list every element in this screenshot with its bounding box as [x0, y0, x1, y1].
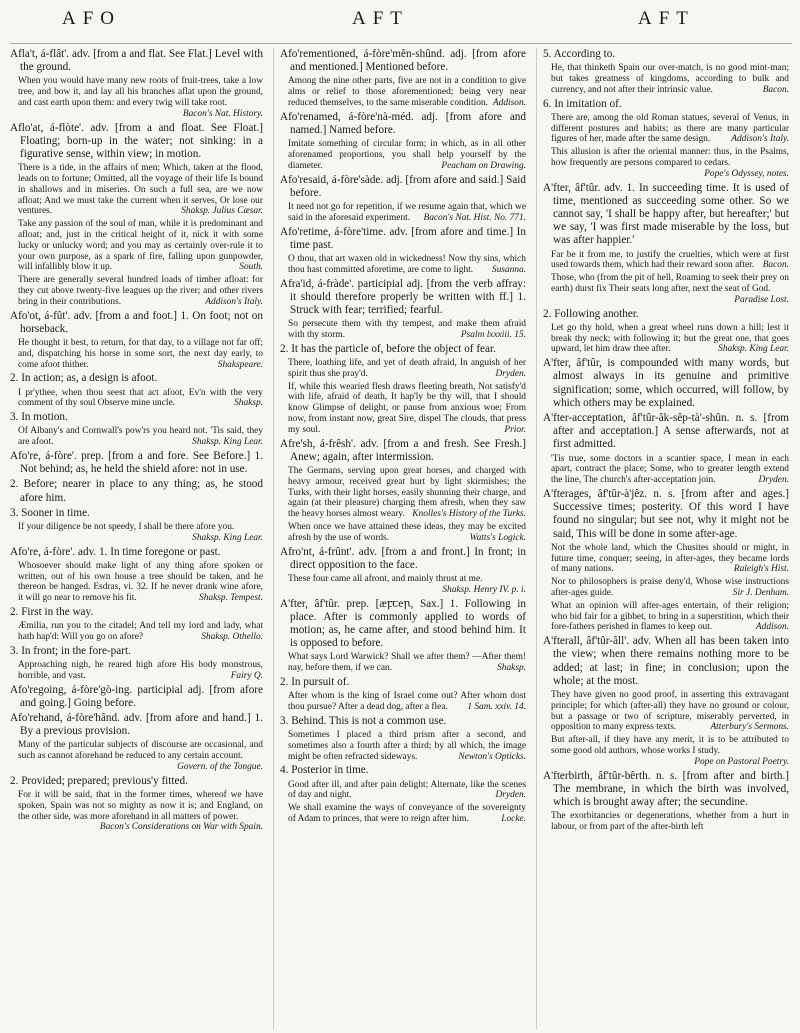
text-columns — [10, 44, 792, 1029]
definition-entry — [543, 357, 789, 410]
quotation-text: The exorbitancies or degenerations, whether from a hurt in labour, or from part of the after-birth left — [551, 811, 789, 832]
citation — [10, 740, 263, 772]
quotation-source: Addison. — [755, 622, 789, 633]
quotation — [10, 426, 263, 448]
column-left — [10, 48, 263, 1029]
definition-entry — [543, 770, 789, 810]
quotation — [280, 139, 526, 171]
quotation — [543, 147, 789, 179]
quotation — [280, 691, 526, 713]
definition-entry — [10, 507, 263, 520]
quotation-source: Bacon's Considerations on War with Spain. — [99, 822, 263, 833]
quotation — [280, 652, 526, 674]
definition-entry — [543, 412, 789, 452]
definition-entry — [280, 226, 526, 252]
definition-text: 2. In action; as, a design is afoot. — [10, 372, 158, 385]
definition-text: 2. It has the particle of, before the object of fear. — [280, 342, 496, 355]
definition-entry — [10, 775, 263, 788]
quotation — [10, 790, 263, 833]
quotation — [543, 601, 789, 633]
quotation — [280, 202, 526, 224]
definition-entry — [10, 411, 263, 424]
definition-text: 3. In front; in the fore-part. — [10, 644, 131, 657]
quotation-text: He, that thinketh Spain our over-match, is no good mint-man; but takes greatness of kingdoms, according to bulk and currency, and not after their intrinsic value. — [551, 63, 789, 95]
quotation — [10, 621, 263, 643]
quotation-text: Take any passion of the soul of man, while it is predominant and afloat; and, just in the critical height of it, nick it with some lucky or unlucky word; and you may as certainly over-rule it to your own purpose, as a spark of fire, falling upon gunpowder, will infallibly blow it up. — [18, 219, 263, 273]
citation — [280, 382, 526, 436]
citation — [10, 621, 263, 643]
quotation-text: This allusion is after the oriental manner: thus, in the Psalms, how frequently are persons compared to cedars. — [551, 147, 789, 168]
quotation — [543, 250, 789, 272]
quotation-text: There are, among the old Roman statues, several of Venus, in different postures and habits; as there are many particular figures of her, made after the same design. — [551, 112, 789, 145]
definition-entry — [10, 372, 263, 385]
header-left-guideword: AFO — [62, 8, 122, 29]
quotation-source: Raleigh's Hist. — [733, 564, 789, 575]
quotation-source: Addison. — [492, 98, 526, 108]
quotation-text: There, loathing life, and yet of death afraid, In anguish of her spirit thus she pray'd. — [288, 358, 526, 379]
citation — [543, 273, 789, 305]
quotation-source: Susanna. — [491, 264, 526, 275]
quotation — [543, 63, 789, 95]
quotation-source: Shaksp. — [234, 398, 263, 409]
definition-entry — [280, 438, 526, 464]
definition-text: Afo're, á-fòre'. prep. [from a and fore. See Before.] 1. Not behind; as, he held the shield afore: not in use. — [10, 449, 263, 476]
quotation-source: Bacon's Nat. History. — [182, 108, 263, 119]
quotation-text: I pr'ythee, when thou seest that act afoot, Ev'n with the very comment of thy soul Observe mine uncle. — [18, 387, 263, 409]
definition-text: Afo'rehand, á-fòre'hând. adv. [from afore and hand.] 1. By a previous provision. — [10, 711, 263, 738]
citation — [543, 454, 789, 486]
quotation-source: Shaksp. — [497, 663, 526, 674]
citation — [10, 522, 263, 544]
definition-text: 4. Posterior in time. — [280, 764, 369, 777]
quotation-source: Shakspeare. — [217, 359, 263, 370]
definition-text: 2. First in the way. — [10, 605, 94, 618]
definition-text: Afro'nt, á-frûnt'. adv. [from a and front.] In front; in direct opposition to the face. — [280, 545, 526, 571]
definition-text: Afo'retime, á-fòre'time. adv. [from afore and time.] In time past. — [280, 225, 526, 251]
quotation-text: Far be it from me, to justify the cruelties, which were at first used towards them, which had their reward soon after. — [551, 249, 789, 271]
quotation-source: Shaksp. Henry IV. p. i. — [442, 584, 526, 595]
definition-text: Afo'ot, á-fût'. adv. [from a and foot.] 1. On foot; not on horseback. — [10, 309, 263, 335]
citation — [10, 338, 263, 370]
definition-text: A'fter, âf'tûr, is compounded with many words, but almost always in its genuine and primitive signification; some, which occurred, will follow, by which others may be explained. — [543, 357, 789, 409]
definition-entry — [280, 715, 526, 728]
definition-text: Afo're, á-fòre'. adv. 1. In time foregone or past. — [10, 545, 221, 558]
quotation-text: Among the nine other parts, five are not in a condition to give alms or relief to those aforementioned; being very near reduced themselves, to the same miserable condition. — [288, 76, 526, 108]
quotation-source: Newton's Opticks. — [458, 751, 526, 762]
quotation — [543, 577, 789, 599]
definition-entry — [280, 278, 526, 318]
quotation-source: Shaksp. King Lear. — [192, 532, 263, 543]
quotation-text: These four came all afront, and mainly thrust at me. — [288, 573, 483, 584]
definition-text: 2. In pursuit of. — [280, 675, 350, 688]
quotation — [280, 803, 526, 825]
definition-text: 3. Sooner in time. — [10, 506, 90, 519]
quotation-text: Nor to philosophers is praise deny'd, Whose wise instructions after-ages guide. — [551, 577, 789, 598]
quotation — [10, 660, 263, 682]
quotation — [10, 388, 263, 410]
definition-entry — [543, 635, 789, 688]
definition-text: Afo'resaid, á-fòre'sàde. adj. [from afore and said.] Said before. — [280, 173, 526, 199]
definition-text: A'fter-acceptation, âf'tûr-âk-sêp-tà'-shûn. n. s. [from after and acceptation.] A sense afterwards, not at first admitted. — [543, 411, 789, 451]
quotation-text: Those, who (from the pit of hell, Roaming to seek their prey on earth) durst fix Their seats long after, next the seat of God. — [551, 273, 789, 294]
definition-entry — [543, 488, 789, 541]
quotation — [280, 319, 526, 341]
column-right — [536, 48, 789, 1029]
definition-text: A'fterbirth, âf'tûr-bêrth. n. s. [from after and birth.] The membrane, in which the birth was involved, which is brought away after; the secundine. — [543, 769, 789, 808]
quotation-source: Peacham on Drawing. — [441, 160, 526, 171]
quotation — [280, 382, 526, 436]
citation — [280, 358, 526, 380]
definition-entry — [543, 98, 789, 111]
quotation-text: Approaching nigh, he reared high afore His body monstrous, horrible, and vast. — [18, 659, 263, 681]
quotation-text: 'Tis true, some doctors in a scantier space, I mean in each apart, contract the place; Some, who to greater length extend the line, The church's after-acceptation join. — [551, 453, 789, 486]
quotation — [543, 811, 789, 833]
definition-text: 3. In motion. — [10, 411, 68, 424]
quotation — [543, 323, 789, 355]
citation — [280, 202, 526, 224]
quotation-source: Addison's Italy. — [731, 134, 789, 145]
citation — [543, 147, 789, 179]
quotation-source: Atterbury's Sermons. — [710, 722, 789, 733]
citation — [280, 691, 526, 713]
quotation-source: Knolles's History of the Turks. — [412, 509, 526, 520]
quotation-source: Prior. — [504, 424, 526, 435]
quotation-source: Shaksp. Othello. — [201, 631, 263, 642]
quotation — [543, 735, 789, 767]
definition-entry — [280, 546, 526, 572]
citation — [280, 319, 526, 341]
definition-text: 2. Provided; prepared; previous'y fitted. — [10, 774, 188, 787]
quotation-source: Watts's Logick. — [469, 532, 526, 543]
definition-entry — [543, 48, 789, 61]
definition-text: 3. Behind. This is not a common use. — [280, 714, 447, 727]
definition-entry — [10, 48, 263, 74]
citation — [10, 561, 263, 604]
quotation-source: Pope's Odyssey, notes. — [704, 168, 789, 179]
quotation-source: Bacon. — [762, 260, 789, 271]
quotation-text: Let go thy hold, when a great wheel runs down a hill; lest it break thy neck; with following it; but the great one, that goes upward, let him draw thee after. — [551, 322, 789, 355]
quotation-source: Sir J. Denham. — [732, 587, 789, 598]
quotation-text: They have given no good proof, in asserting this extravagant principle; for which (after-all) they have no ground or colour, but a passage or two of scripture, miserably perverted, in opposition to many express texts. — [551, 689, 789, 733]
quotation-text: Many of the particular subjects of discourse are occasional, and such as cannot aforehand be reduced to any certain account. — [18, 740, 263, 762]
quotation — [543, 454, 789, 486]
quotation — [10, 740, 263, 772]
citation — [280, 522, 526, 544]
quotation — [10, 522, 263, 544]
quotation-source: Dryden. — [495, 790, 526, 801]
definition-entry — [10, 645, 263, 658]
definition-entry — [280, 111, 526, 137]
quotation — [10, 163, 263, 217]
quotation-text: What an opinion will after-ages entertain, of their religion; who bid fair for a gibbet, to bring in a superstition, which their fore-fathers perished in flames to keep out. — [551, 600, 789, 633]
quotation-text: Not the whole land, which the Chusites should or might, in future time, conquer; seeing, in after-ages, they became lords of many nations. — [551, 542, 789, 575]
citation — [280, 76, 526, 108]
citation — [280, 574, 526, 596]
definition-entry — [10, 546, 263, 559]
citation — [543, 690, 789, 733]
quotation-text: If, while this wearied flesh draws fleeting breath, Not satisfy'd with life, afraid of death, It hap'ly be thy will, that I should know Glimpse of delight, or pause from anxious woe; From now, from instant now, great Sire, dispel The clouds, that press my soul. — [288, 381, 526, 435]
definition-entry — [10, 478, 263, 504]
citation — [10, 275, 263, 307]
quotation-source: Psalm lxxxiii. 15. — [460, 330, 526, 340]
quotation — [10, 561, 263, 604]
quotation-source: Pope on Pastoral Poetry. — [694, 756, 789, 767]
quotation-text: We shall examine the ways of conveyance of the sovereignty of Adam to princes, that were to reign after him. — [288, 803, 526, 824]
quotation — [543, 113, 789, 145]
definition-entry — [280, 343, 526, 356]
quotation — [280, 574, 526, 596]
quotation-source: Bacon's Nat. Hist. No. 771. — [423, 212, 526, 223]
definition-entry — [10, 122, 263, 162]
header-right-guideword: AFT — [638, 8, 695, 29]
quotation — [280, 76, 526, 108]
quotation-text: Good after ill, and after pain delight; Alternate, like the scenes of day and night. — [288, 779, 526, 801]
definition-text: Afo'renamed, á-fòre'nà-méd. adj. [from afore and named.] Named before. — [280, 110, 526, 136]
quotation-source: 1 Sam. xxiv. 14. — [467, 701, 526, 712]
definition-text: A'fter, âf'tûr. adv. 1. In succeeding time. It is used of time, mentioned as succeeding some other. So we cannot say, 'I shall be happy after, but hereafter;' but we say, 'I was first made miserable by the loss, but was after happier.' — [543, 181, 789, 247]
citation — [280, 730, 526, 762]
quotation — [280, 780, 526, 802]
quotation-source: Govern. of the Tongue. — [177, 761, 263, 772]
citation — [543, 735, 789, 767]
quotation-text: What says Lord Warwick? Shall we after them? —After them! nay, before them, if we can. — [288, 652, 526, 674]
citation — [543, 543, 789, 575]
citation — [543, 577, 789, 599]
quotation-source: Shaksp. King Lear. — [718, 344, 789, 355]
citation — [10, 76, 263, 119]
citation — [280, 139, 526, 171]
quotation-text: If your diligence be not speedy, I shall be there afore you. — [18, 521, 235, 532]
quotation-source: Dryden. — [495, 368, 526, 379]
quotation-source: Shaksp. Julius Cæsar. — [181, 206, 263, 217]
definition-text: 2. Following another. — [543, 307, 639, 320]
citation — [10, 163, 263, 217]
citation — [280, 652, 526, 674]
quotation-text: The Germans, serving upon great horses, and charged with heavy armour, received great hurt by light skirmishes; the Turks, with their light horses, easily shunning their charge, and again (at their pleasure) charging them afresh, when they saw the heavy horses almost weary. — [288, 465, 526, 520]
citation — [10, 790, 263, 833]
definition-entry — [280, 676, 526, 689]
citation — [543, 113, 789, 145]
citation — [280, 254, 526, 276]
quotation — [10, 338, 263, 370]
quotation — [543, 273, 789, 305]
definition-text: Afla't, á-flât'. adv. [from a and flat. See Flat.] Level with the ground. — [10, 48, 263, 74]
definition-text: Afre'sh, á-frêsh'. adv. [from a and fresh. See Fresh.] Anew; again, after intermission. — [280, 437, 526, 463]
quotation — [280, 730, 526, 762]
definition-text: A'fterall, âf'tûr-âll'. adv. When all has been taken into the view; when there remains nothing more to be added; at last; in fine; in conclusion; upon the whole; at the most. — [543, 635, 789, 687]
citation — [10, 660, 263, 682]
quotation — [543, 543, 789, 575]
definition-text: 6. In imitation of. — [543, 97, 622, 110]
definition-text: A'fter, âf'tûr. prep. [æꝼꞇeꞃ, Sax.] 1. Following in place. After is commonly applied to words of motion; as, he came after, and stood behind him. It is opposed to before. — [280, 597, 526, 650]
citation — [543, 601, 789, 633]
definition-entry — [543, 182, 789, 248]
quotation-text: So persecute them with thy tempest, and make them afraid with thy storm. — [288, 319, 526, 340]
definition-text: Aflo'at, á-flòte'. adv. [from a and float. See Float.] Floating; born-up in the water; not sinking: in a figurative sense, within view; in motion. — [10, 121, 263, 160]
definition-text: 5. According to. — [543, 48, 616, 60]
definition-entry — [280, 48, 526, 74]
quotation-text: When you would have many new roots of fruit-trees, take a low tree, and bow it, and lay all his branches aflat upon the ground, and cast earth upon them: and every twig will take root. — [18, 76, 263, 108]
quotation-text: There is a tide, in the affairs of men; Which, taken at the flood, leads on to fortune; Omitted, all the voyage of their life Is bound in shallows and in miseries. On such a full sea, are we now afloat; And we must take the current when it serves, Or lose our ventures. — [18, 163, 263, 217]
definition-entry — [10, 712, 263, 738]
quotation-text: Æmilia, run you to the citadel; And tell my lord and lady, what hath hap'd: Will you go on afore? — [18, 621, 263, 642]
definition-entry — [543, 308, 789, 321]
quotation-source: Paradise Lost. — [734, 294, 789, 305]
quotation-source: Locke. — [501, 813, 526, 824]
definition-text: Afo'regoing, á-fòre'gò-ing. participial adj. [from afore and going.] Going before. — [10, 683, 263, 709]
quotation-source: South. — [239, 262, 263, 273]
quotation — [280, 466, 526, 520]
quotation-source: Dryden. — [758, 475, 789, 486]
definition-entry — [280, 764, 526, 777]
quotation-source: Shaksp. Tempest. — [199, 593, 263, 604]
citation — [10, 388, 263, 410]
definition-text: A'fterages, âf'tûr-à'jêz. n. s. [from after and ages.] Successive times; posterity. Of this word I have found no singular; but see not, why it might not be said, This will be done in some after-age. — [543, 487, 789, 540]
citation — [280, 803, 526, 825]
quotation-text: But after-all, if they have any merit, it is to be attributed to some good old authors, whose works I study. — [551, 735, 789, 756]
citation — [10, 219, 263, 273]
quotation-text: Imitate something of circular form; in which, as in all other aforenamed proportions, you shall help yourself by the diameter. — [288, 139, 526, 171]
quotation-text: When once we have attained these ideas, they may be excited afresh by the use of words. — [288, 521, 526, 543]
quotation — [280, 254, 526, 276]
header-center-guideword: AFT — [352, 8, 409, 29]
quotation-source: Fairy Q. — [230, 670, 263, 681]
running-header — [10, 0, 792, 44]
definition-entry — [10, 450, 263, 476]
citation — [280, 780, 526, 802]
quotation-text: For it will be said, that in the former times, whereof we have spoken, Spain was not so mighty as now it is; and England, on the other side, was more aforehand in all matters of power. — [18, 789, 263, 822]
quotation-text: Sometimes I placed a third prism after a second, and sometimes also a fourth after a third; by all which, the image might be often refracted sideways. — [288, 729, 526, 762]
definition-entry — [10, 684, 263, 710]
column-middle — [273, 48, 526, 1029]
citation — [280, 466, 526, 520]
definition-entry — [280, 174, 526, 200]
quotation-text: It need not go for repetition, if we resume again that, which we said in the aforesaid experiment. — [288, 202, 526, 223]
quotation-text: He thought it best, to return, for that day, to a village not far off; and, dispatching his horse in some sort, the next day early, to come afoot thither. — [18, 337, 263, 370]
quotation-source: Bacon. — [762, 84, 789, 95]
quotation-source: Addison's Italy. — [205, 296, 263, 307]
definition-text: Afra'id, á-fràde'. participial adj. [from the verb affray: it should therefore properly be written with ff.] 1. Struck with fear; terrified; fearful. — [280, 277, 526, 316]
definition-text: 2. Before; nearer in place to any thing; as, he stood afore him. — [10, 478, 263, 504]
quotation — [10, 76, 263, 119]
quotation-text: There are generally several hundred loads of timber afloat: for they cut above twenty-five leagues up the river; and other rivers bring in their contributions. — [18, 275, 263, 307]
citation — [543, 811, 789, 833]
quotation — [10, 275, 263, 307]
quotation — [280, 358, 526, 380]
quotation-source: Shaksp. King Lear. — [192, 437, 263, 448]
quotation — [280, 522, 526, 544]
quotation-text: O thou, that art waxen old in wickedness! Now thy sins, which thou hast committed aforetime, are come to light. — [288, 254, 526, 275]
quotation — [10, 219, 263, 273]
citation — [543, 250, 789, 272]
definition-entry — [10, 606, 263, 619]
definition-entry — [10, 310, 263, 336]
quotation-text: Whosoever should make light of any thing afore spoken or written, out of his own house a tree should be taken, and he thereon be hanged. Esdras, vi. 32. If he never drank wine afore, it will go near to remove his fit. — [18, 560, 263, 604]
quotation — [543, 690, 789, 733]
citation — [543, 323, 789, 355]
citation — [543, 63, 789, 95]
citation — [10, 426, 263, 448]
quotation-text: Of Albany's and Cornwall's pow'rs you heard not. 'Tis said, they are afoot. — [18, 426, 263, 448]
definition-entry — [280, 598, 526, 651]
quotation-text: After whom is the king of Israel come out? After whom dost thou pursue? After a dead dog, after a flea. — [288, 691, 526, 712]
definition-text: Afo'rementioned, á-fòre'mên-shûnd. adj. [from afore and mentioned.] Mentioned before. — [280, 48, 526, 74]
